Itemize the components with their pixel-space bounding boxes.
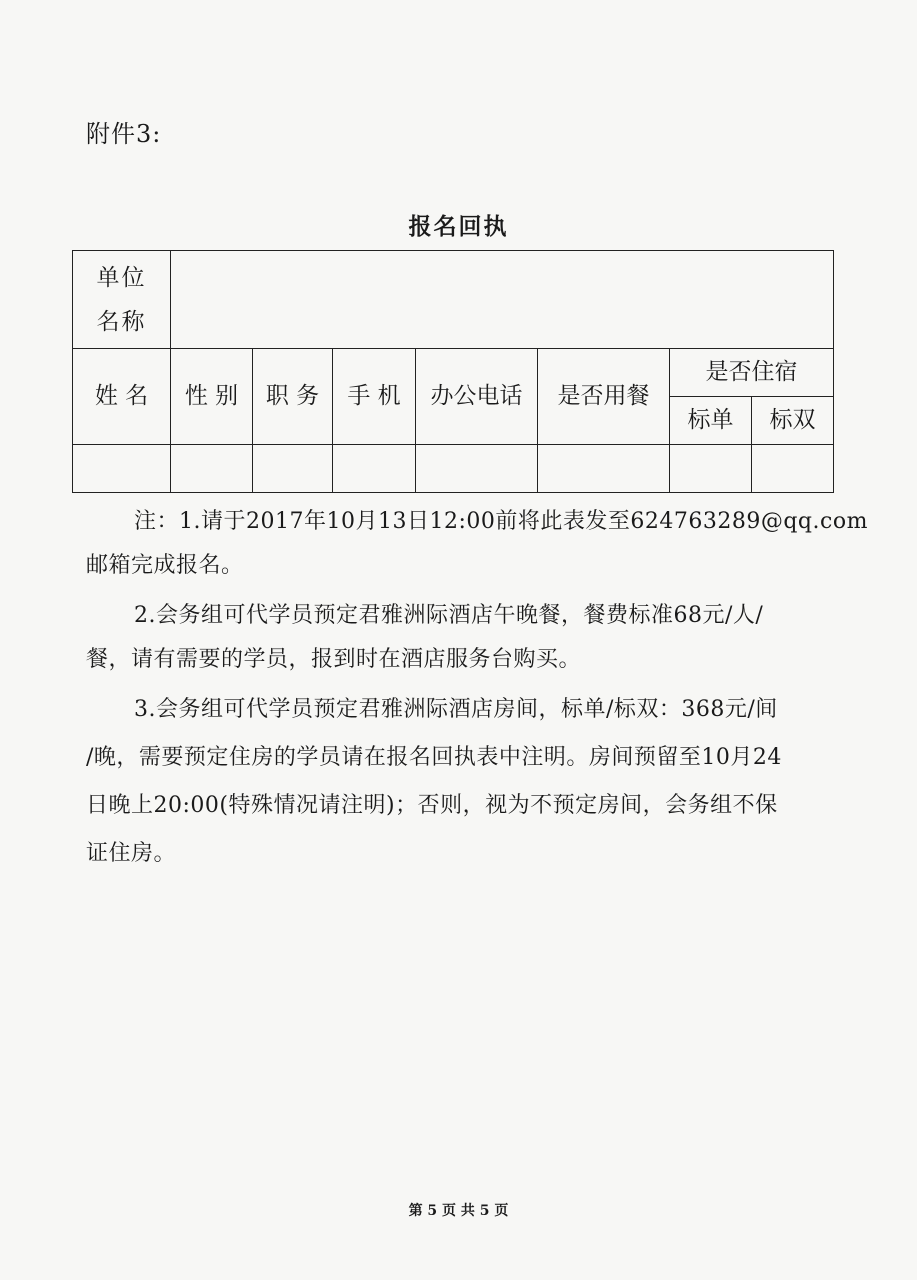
header-office-phone xyxy=(416,349,538,445)
note-2-line-1: 2.会务组可代学员预定君雅洲际酒店午晚餐，餐费标准68元/人/ xyxy=(134,603,764,628)
attachment-label: 附件3: xyxy=(86,120,162,148)
name-input-cell[interactable] xyxy=(73,445,171,493)
note-3-line-3: 日晚上20:00(特殊情况请注明)；否则，视为不预定房间，会务组不保 xyxy=(86,793,778,818)
header-mobile xyxy=(333,349,416,445)
header-lodging-text: 是否住宿 xyxy=(705,358,798,385)
note-2-line-2: 餐，请有需要的学员，报到时在酒店服务台购买。 xyxy=(86,647,582,672)
header-position xyxy=(253,349,333,445)
meal-input-cell[interactable] xyxy=(538,445,670,493)
single-room-input-cell[interactable] xyxy=(670,445,752,493)
position-input-cell[interactable] xyxy=(253,445,333,493)
header-gender xyxy=(171,349,253,445)
table-row xyxy=(73,445,834,493)
note-3-line-2: /晚，需要预定住房的学员请在报名回执表中注明。房间预留至10月24 xyxy=(86,745,782,770)
registration-form-table xyxy=(72,250,834,493)
gender-input-cell[interactable] xyxy=(171,445,253,493)
double-room-input-cell[interactable] xyxy=(752,445,834,493)
header-name-text: 姓 名 xyxy=(94,382,149,409)
office-phone-input-cell[interactable] xyxy=(416,445,538,493)
unit-name-label-line1: 单位 xyxy=(96,264,147,291)
note-3-line-4: 证住房。 xyxy=(86,841,177,866)
header-gender-text: 性 别 xyxy=(184,382,239,409)
unit-name-field[interactable] xyxy=(171,251,834,349)
header-name xyxy=(73,349,171,445)
note-3-line-1: 3.会务组可代学员预定君雅洲际酒店房间，标单/标双：368元/间 xyxy=(134,697,778,722)
unit-name-label-line2: 名称 xyxy=(96,308,147,335)
page-number-footer: 第 5 页 共 5 页 xyxy=(408,1203,509,1219)
header-office-phone-text: 办公电话 xyxy=(430,382,523,409)
form-title: 报名回执 xyxy=(408,213,509,240)
mobile-input-cell[interactable] xyxy=(333,445,416,493)
header-single-room xyxy=(670,397,752,445)
header-double-room xyxy=(752,397,834,445)
header-single-room-text: 标单 xyxy=(687,406,734,433)
note-1-line-1: 注：1.请于2017年10月13日12:00前将此表发至624763289@qq.com xyxy=(134,509,868,534)
header-double-room-text: 标双 xyxy=(769,406,816,433)
note-1-line-2: 邮箱完成报名。 xyxy=(86,553,244,578)
header-meal-text: 是否用餐 xyxy=(557,382,650,409)
header-position-text: 职 务 xyxy=(265,382,320,409)
unit-name-label-cell xyxy=(73,251,171,349)
header-meal xyxy=(538,349,670,445)
header-lodging xyxy=(670,349,834,397)
header-mobile-text: 手 机 xyxy=(347,382,401,409)
